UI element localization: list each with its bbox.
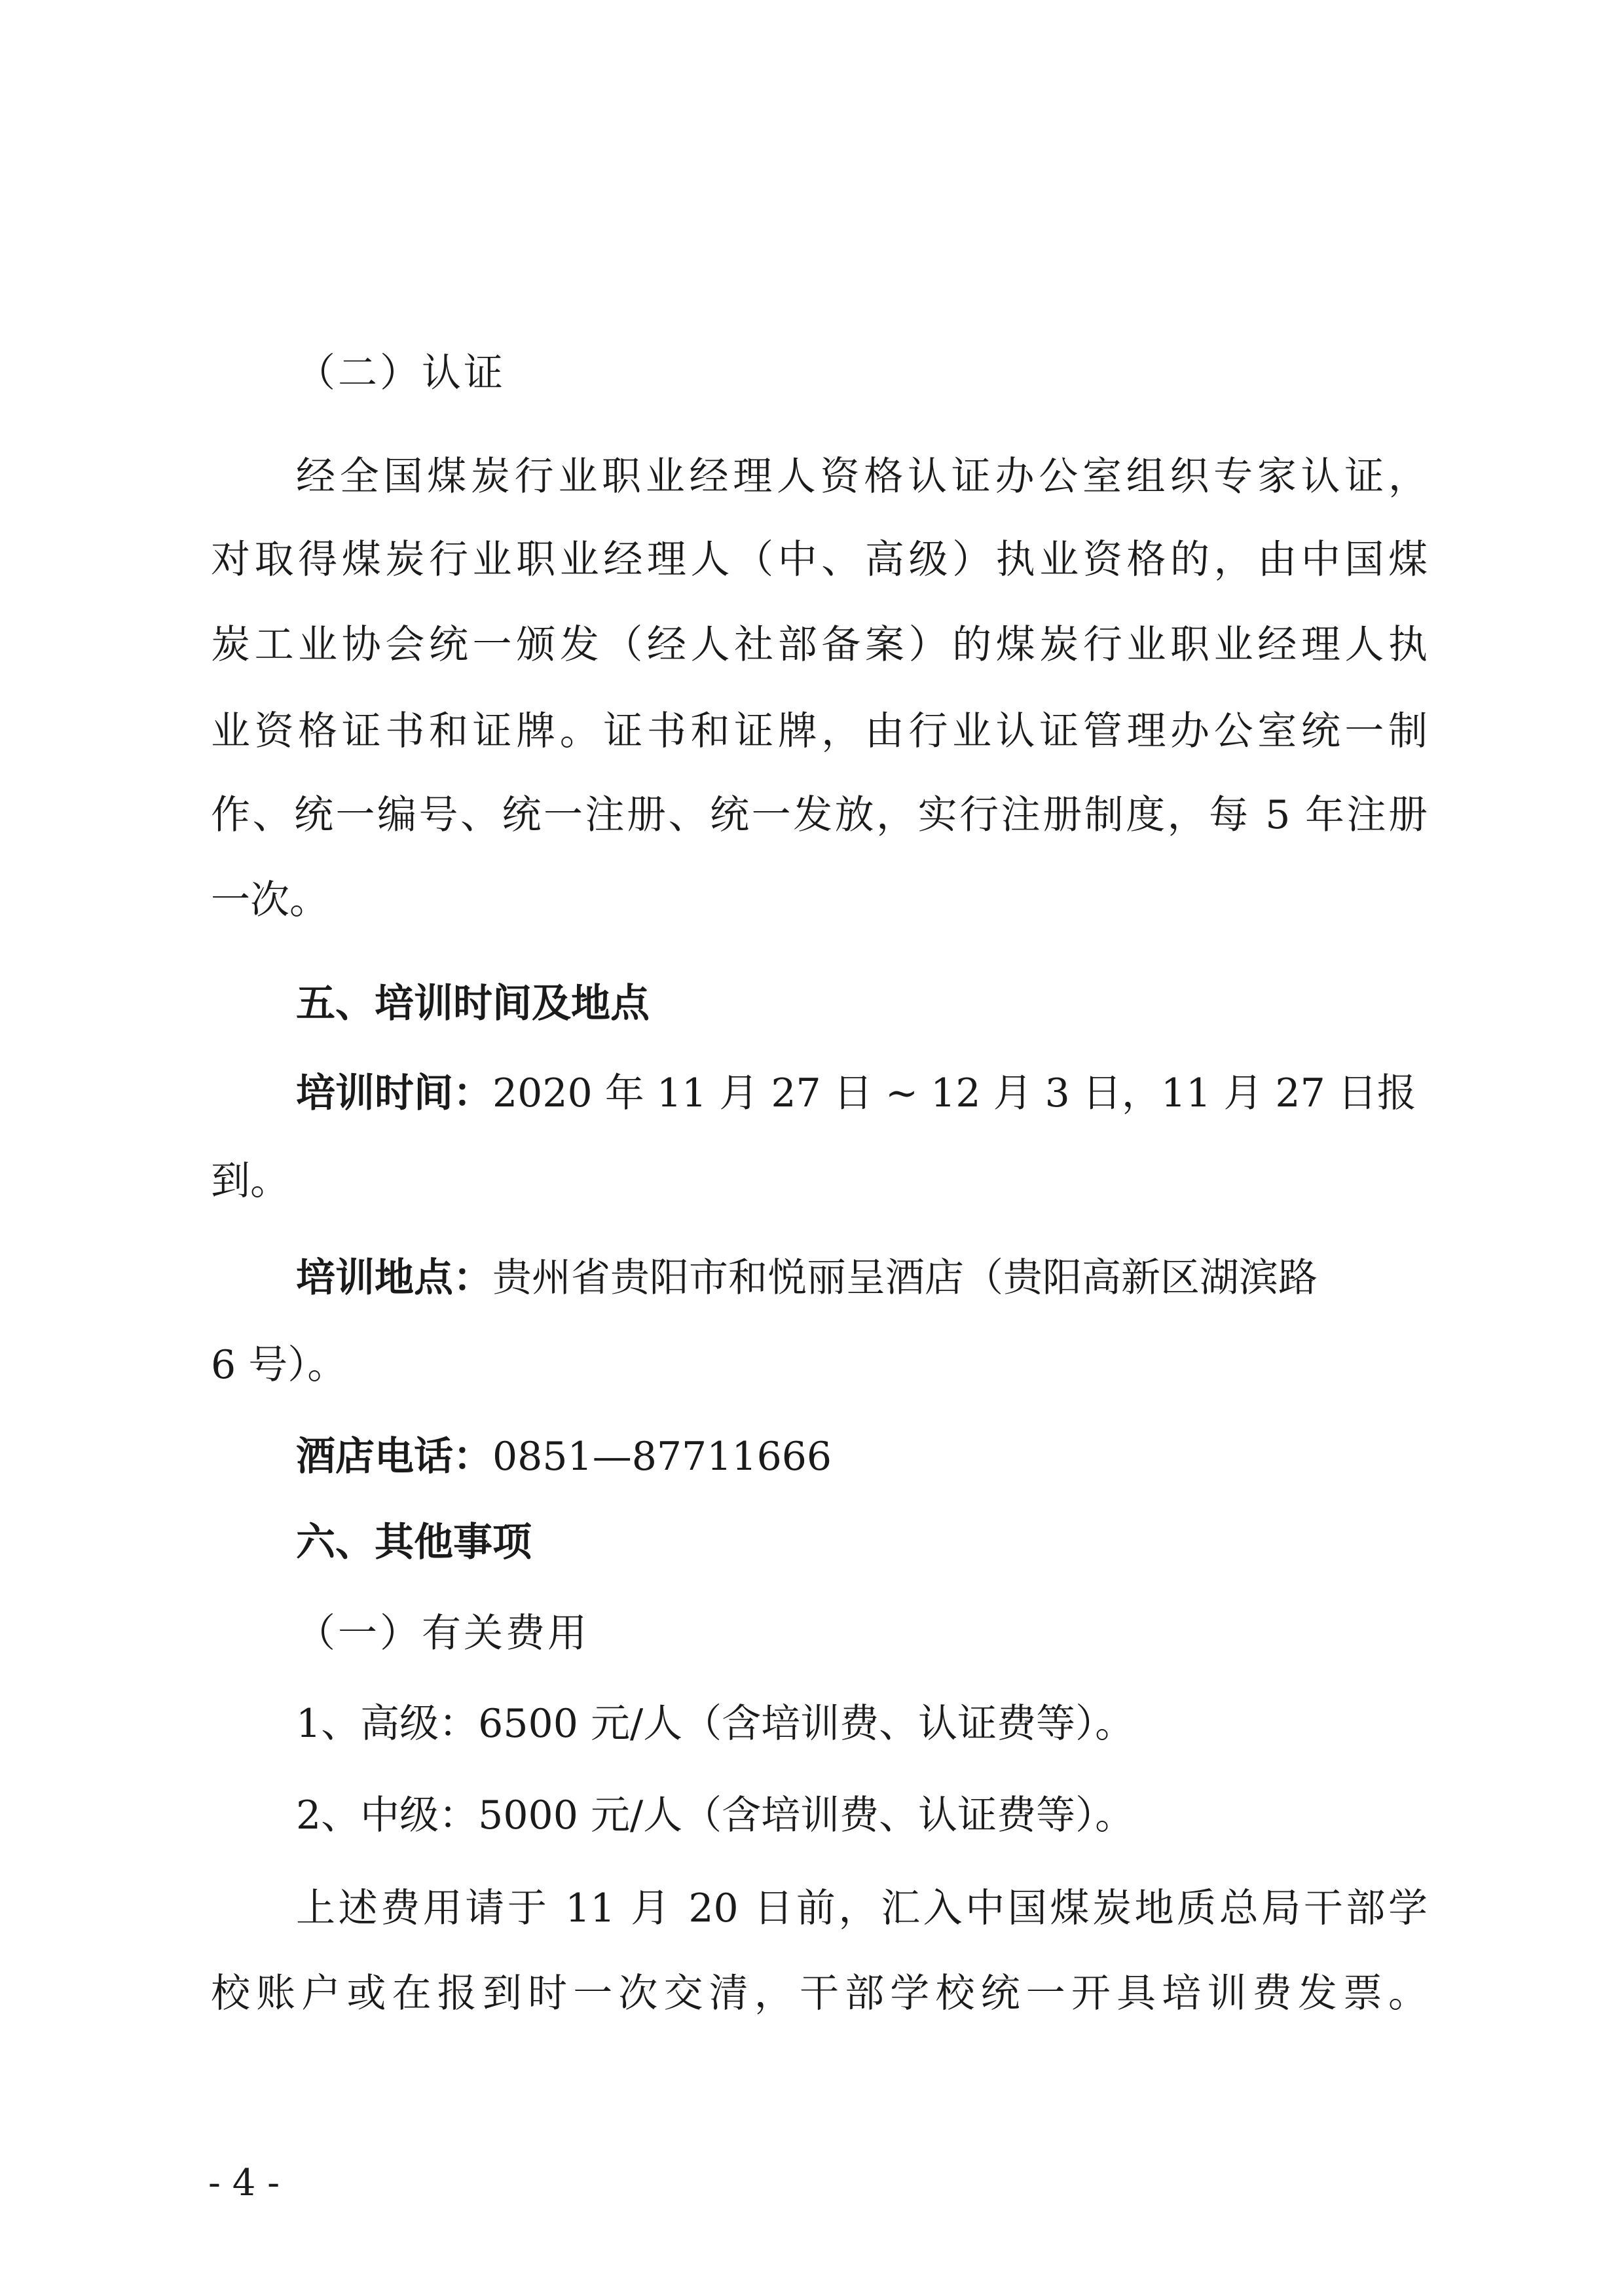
paragraph-line: 一次。 [211,877,329,923]
section-2-heading: （二）认证 [296,350,506,396]
paragraph-line: 作、统一编号、统一注册、统一发放，实行注册制度，每 5 年注册 [211,792,1428,838]
fee-item: 1、高级：6500 元/人（含培训费、认证费等）。 [296,1701,1135,1747]
payment-line: 校账户或在报到时一次交清，干部学校统一开具培训费发票。 [211,1971,1428,2016]
paragraph-line: 炭工业协会统一颁发（经人社部备案）的煤炭行业职业经理人执 [211,622,1428,668]
paragraph-line: 经全国煤炭行业职业经理人资格认证办公室组织专家认证， [296,454,1428,500]
paragraph-line: 业资格证书和证牌。证书和证牌，由行业认证管理办公室统一制 [211,708,1428,754]
hotel-phone-value: 0851—87711666 [492,1434,832,1480]
section-5-heading: 五、培训时间及地点 [296,981,650,1027]
page-number: - 4 - [208,2162,280,2204]
training-time-label: 培训时间： [296,1070,492,1116]
fee-item: 2、中级：5000 元/人（含培训费、认证费等）。 [296,1793,1135,1838]
training-time-continuation: 到。 [211,1158,289,1204]
training-time-value: 2020 年 11 月 27 日 ~ 12 月 3 日，11 月 27 日报 [492,1070,1416,1116]
paragraph-line: 对取得煤炭行业职业经理人（中、高级）执业资格的，由中国煤 [211,537,1428,583]
training-place-label: 培训地点： [296,1255,492,1301]
training-place-continuation: 6 号）。 [211,1342,347,1388]
subsection-1-heading: （一）有关费用 [296,1611,589,1656]
section-6-heading: 六、其他事项 [296,1520,532,1565]
hotel-phone-row [296,1430,1428,1483]
training-time-row [296,1067,1428,1120]
hotel-phone-label: 酒店电话： [296,1434,492,1480]
training-place-row [296,1252,1428,1304]
payment-line: 上述费用请于 11 月 20 日前，汇入中国煤炭地质总局干部学 [296,1886,1428,1931]
training-place-value: 贵州省贵阳市和悦丽呈酒店（贵阳高新区湖滨路 [492,1255,1318,1301]
